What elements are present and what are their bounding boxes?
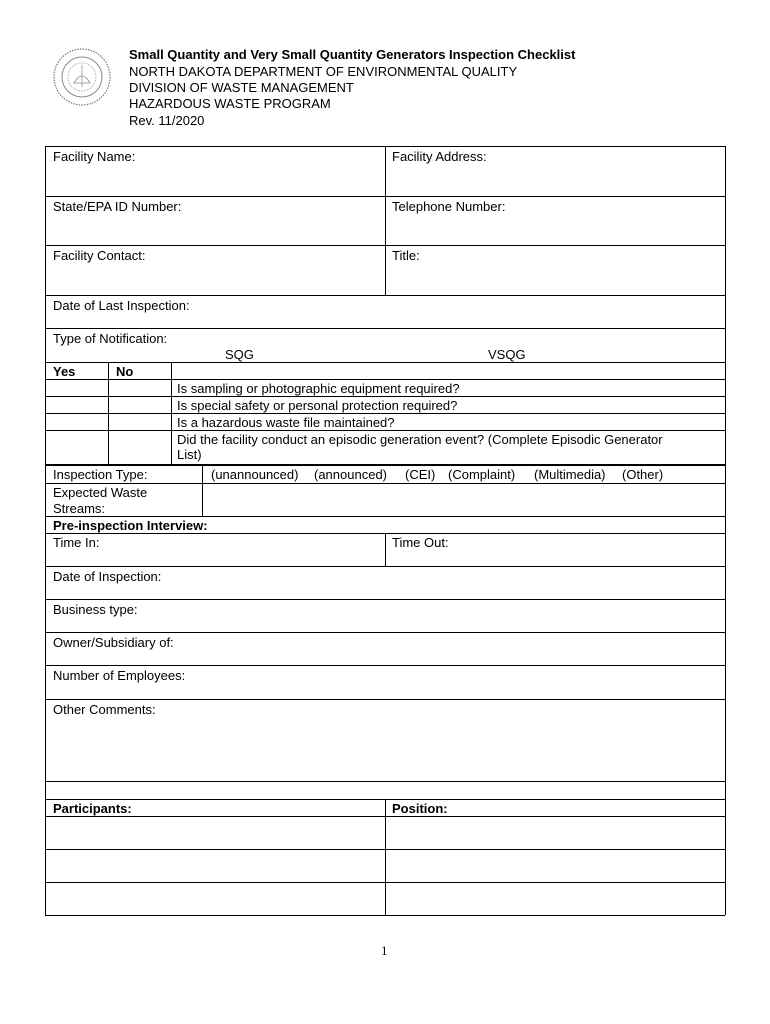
department-name: NORTH DAKOTA DEPARTMENT OF ENVIRONMENTAL QUALITY <box>129 64 518 79</box>
pre-inspection-interview-heading: Pre-inspection Interview: <box>53 518 208 533</box>
notification-option-vsqg: VSQG <box>488 347 526 362</box>
no-column-header: No <box>116 364 134 379</box>
question-waste-file: Is a hazardous waste file maintained? <box>177 415 395 430</box>
participants-heading: Participants: <box>53 801 132 816</box>
notification-option-sqg: SQG <box>225 347 254 362</box>
time-out-label: Time Out: <box>392 535 449 550</box>
waste-streams-label: Expected Waste <box>53 485 148 500</box>
time-in-label: Time In: <box>53 535 100 550</box>
inspection-type-other: (Other) <box>622 467 664 482</box>
inspection-type-complaint: (Complaint) <box>448 467 516 482</box>
contact-title-label: Title: <box>392 248 420 263</box>
yes-column-header: Yes <box>53 364 76 379</box>
question-episodic-event-cont: List) <box>177 447 202 462</box>
other-comments-label: Other Comments: <box>53 702 156 717</box>
inspection-type-cei: (CEI) <box>405 467 436 482</box>
question-safety: Is special safety or personal protection required? <box>177 398 458 413</box>
facility-address-label: Facility Address: <box>392 149 487 164</box>
inspection-type-multimedia: (Multimedia) <box>534 467 606 482</box>
owner-subsidiary-label: Owner/Subsidiary of: <box>53 635 174 650</box>
epa-id-label: State/EPA ID Number: <box>53 199 182 214</box>
program-name: HAZARDOUS WASTE PROGRAM <box>129 96 331 111</box>
revision-date: Rev. 11/2020 <box>129 113 205 128</box>
business-type-label: Business type: <box>53 602 138 617</box>
facility-name-label: Facility Name: <box>53 149 136 164</box>
waste-streams-label-cont: Streams: <box>53 501 106 516</box>
position-heading: Position: <box>392 801 448 816</box>
page-number: 1 <box>381 943 388 958</box>
telephone-label: Telephone Number: <box>392 199 506 214</box>
inspection-type-unannounced: (unannounced) <box>211 467 299 482</box>
division-name: DIVISION OF WASTE MANAGEMENT <box>129 80 354 95</box>
inspection-type-announced: (announced) <box>314 467 387 482</box>
inspection-date-label: Date of Inspection: <box>53 569 162 584</box>
notification-type-label: Type of Notification: <box>53 331 168 346</box>
question-episodic-event: Did the facility conduct an episodic generation event? (Complete Episodic Generator <box>177 432 663 447</box>
question-sampling: Is sampling or photographic equipment required? <box>177 381 460 396</box>
last-inspection-label: Date of Last Inspection: <box>53 298 190 313</box>
employee-count-label: Number of Employees: <box>53 668 186 683</box>
document-title: Small Quantity and Very Small Quantity Generators Inspection Checklist <box>129 47 576 62</box>
state-seal-logo <box>52 47 112 107</box>
facility-contact-label: Facility Contact: <box>53 248 146 263</box>
inspection-type-label: Inspection Type: <box>53 467 148 482</box>
